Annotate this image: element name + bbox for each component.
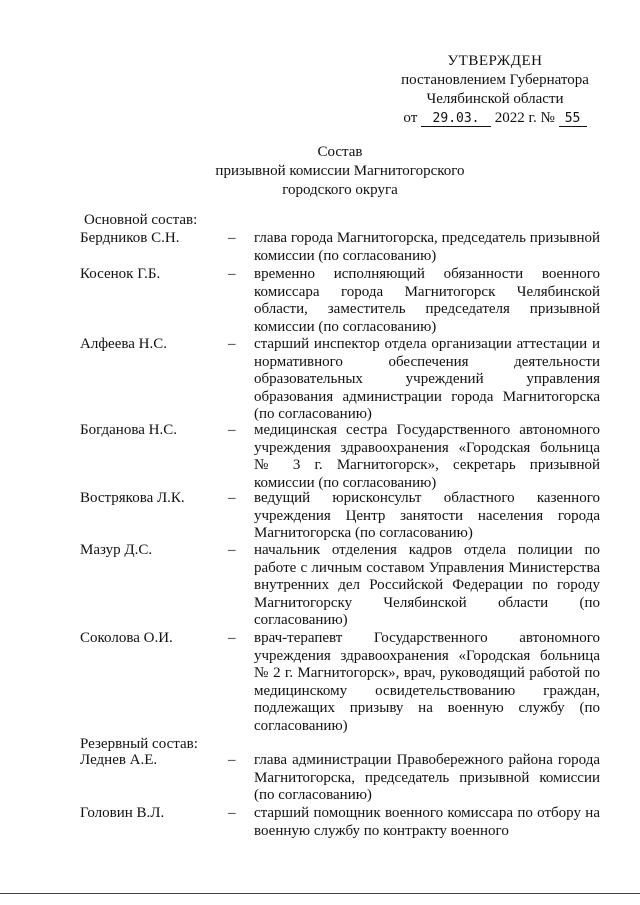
member-name: Леднев А.Е. xyxy=(80,752,158,768)
member-role: глава города Магнитогорска, председатель призывной комиссии (по согласованию) xyxy=(254,230,600,264)
approval-year: 2022 г. № xyxy=(494,110,555,126)
member-role: старший инспектор отдела организации аттестации и нормативного обеспечения деятельности образовательных учреждений управления образования администрации города Магнитогорска (по согласованию) xyxy=(254,336,600,422)
page-bottom-rule xyxy=(0,893,640,894)
member-role: ведущий юрисконсульт областного казенного учреждения Центр занятости населения города Магнитогорска (по согласованию) xyxy=(254,490,600,541)
title-line-1: Состав xyxy=(317,144,363,160)
member-dash: – xyxy=(228,266,236,282)
approval-from: от xyxy=(403,110,418,126)
member-name: Соколова О.И. xyxy=(80,630,173,646)
member-name: Алфеева Н.С. xyxy=(80,336,167,352)
approval-date-line xyxy=(380,109,610,128)
member-dash: – xyxy=(228,630,236,646)
member-dash: – xyxy=(228,542,236,558)
member-dash: – xyxy=(228,805,236,821)
main-composition-label: Основной состав: xyxy=(84,212,198,228)
document-title xyxy=(170,143,510,200)
member-name: Мазур Д.С. xyxy=(80,542,153,558)
member-dash: – xyxy=(228,752,236,768)
member-dash: – xyxy=(228,490,236,506)
member-role: старший помощник военного комиссара по отбору на военную службу по контракту военного xyxy=(254,805,600,839)
member-dash: – xyxy=(228,230,236,246)
approval-line-1: постановлением Губернатора xyxy=(401,72,589,88)
member-name: Вострякова Л.К. xyxy=(80,490,185,506)
member-dash: – xyxy=(228,336,236,352)
member-dash: – xyxy=(228,422,236,438)
title-line-3: городского округа xyxy=(282,182,398,198)
member-role: медицинская сестра Государственного автономного учреждения здравоохранения «Городская больница № 3 г. Магнитогорск», секретарь призывной комиссии (по согласованию) xyxy=(254,422,600,491)
approval-stamp xyxy=(380,52,610,128)
member-role: начальник отделения кадров отдела полиции по работе с личным составом Управления Министерства внутренних дел Российской Федерации по городу Магнитогорску Челябинской области (по согласованию) xyxy=(254,542,600,628)
member-role: врач-терапевт Государственного автономного учреждения здравоохранения «Городская больница № 2 г. Магнитогорск», врач, руководящий работой по медицинскому освидетельствованию граждан, подлежащих призыву на военную службу (по согласованию) xyxy=(254,630,600,734)
member-role: временно исполняющий обязанности военного комиссара города Магнитогорск Челябинской области, заместитель председателя призывной комиссии (по согласованию) xyxy=(254,266,600,335)
member-name: Косенок Г.Б. xyxy=(80,266,161,282)
member-name: Головин В.Л. xyxy=(80,805,165,821)
member-name: Богданова Н.С. xyxy=(80,422,177,438)
approval-date: 29.03. xyxy=(421,111,491,127)
reserve-composition-label: Резервный состав: xyxy=(80,736,198,752)
approval-heading: УТВЕРЖДЕН xyxy=(447,53,543,69)
approval-number: 55 xyxy=(559,111,587,127)
approval-line-2: Челябинской области xyxy=(426,91,564,107)
title-line-2: призывной комиссии Магнитогорского xyxy=(215,163,465,179)
member-role: глава администрации Правобережного района города Магнитогорска, председатель призывной комиссии (по согласованию) xyxy=(254,752,600,803)
member-name: Бердников С.Н. xyxy=(80,230,180,246)
